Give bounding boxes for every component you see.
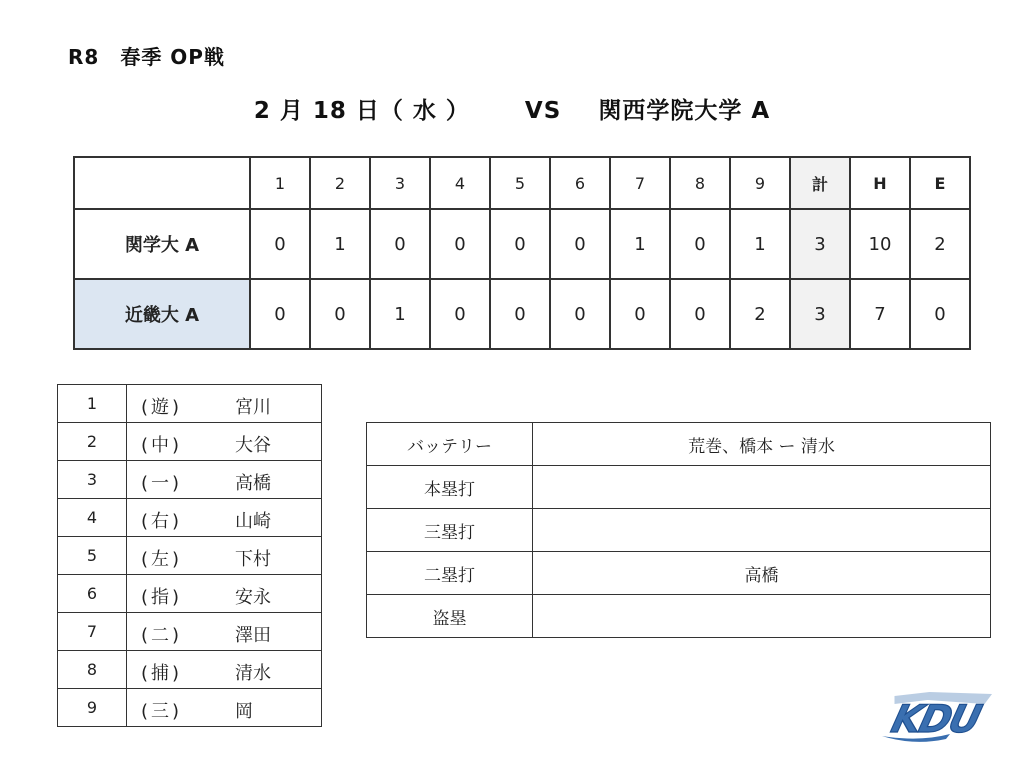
inning-score: 0: [370, 209, 430, 279]
team-row: [74, 209, 970, 279]
position: (遊): [141, 397, 183, 418]
scoreboard-corner: [74, 157, 250, 209]
player-cell: [127, 385, 322, 423]
inning-score: 0: [490, 279, 550, 349]
position: (指): [141, 587, 183, 608]
inning-header: 1: [250, 157, 310, 209]
player-cell: [127, 575, 322, 613]
stats-value: [533, 509, 991, 552]
batting-order: 9: [58, 689, 127, 727]
stats-value: [533, 595, 991, 638]
stats-label: 三塁打: [367, 509, 533, 552]
player-name: 山崎: [235, 511, 271, 532]
position: (一): [141, 473, 183, 494]
hits-count: 10: [850, 209, 910, 279]
stats-label: バッテリー: [367, 423, 533, 466]
page-title: R8 春季 OP戦: [68, 45, 225, 69]
player-cell: [127, 499, 322, 537]
hits-header: H: [850, 157, 910, 209]
lineup-row: [58, 613, 322, 651]
inning-score: 1: [610, 209, 670, 279]
stats-value: 荒巻、橋本 ー 清水: [533, 423, 991, 466]
errors-header: E: [910, 157, 970, 209]
batting-order: 5: [58, 537, 127, 575]
batting-order: 2: [58, 423, 127, 461]
position: (中): [141, 435, 183, 456]
inning-score: 0: [310, 279, 370, 349]
vs-label: VS: [524, 98, 562, 124]
inning-score: 0: [250, 209, 310, 279]
inning-score: 1: [370, 279, 430, 349]
player-name: 宮川: [235, 397, 271, 418]
inning-header: 9: [730, 157, 790, 209]
inning-score: 0: [430, 209, 490, 279]
inning-score: 0: [550, 209, 610, 279]
scoreboard-header-row: [74, 157, 970, 209]
player-name: 岡: [235, 701, 253, 722]
inning-score: 0: [250, 279, 310, 349]
total-score: 3: [790, 279, 850, 349]
inning-score: 0: [430, 279, 490, 349]
scoreboard: [73, 156, 971, 350]
stats-label: 本塁打: [367, 466, 533, 509]
stats-row: [367, 466, 991, 509]
inning-header: 6: [550, 157, 610, 209]
player-cell: [127, 689, 322, 727]
player-name: 安永: [235, 587, 271, 608]
player-cell: [127, 423, 322, 461]
lineup-row: [58, 499, 322, 537]
lineup-row: [58, 385, 322, 423]
game-stats-table: [366, 422, 991, 638]
lineup-row: [58, 461, 322, 499]
player-cell: [127, 461, 322, 499]
inning-header: 3: [370, 157, 430, 209]
stats-value: 高橋: [533, 552, 991, 595]
kdu-logo: [880, 690, 1000, 742]
inning-score: 0: [670, 209, 730, 279]
batting-order: 3: [58, 461, 127, 499]
stats-row: [367, 423, 991, 466]
inning-header: 8: [670, 157, 730, 209]
inning-header: 2: [310, 157, 370, 209]
lineup-row: [58, 689, 322, 727]
inning-header: 5: [490, 157, 550, 209]
stats-row: [367, 595, 991, 638]
batting-order: 1: [58, 385, 127, 423]
player-name: 大谷: [235, 435, 271, 456]
inning-score: 1: [730, 209, 790, 279]
stats-row: [367, 509, 991, 552]
position: (三): [141, 701, 183, 722]
player-cell: [127, 537, 322, 575]
team-name: 関学大 A: [74, 209, 250, 279]
lineup-row: [58, 537, 322, 575]
player-name: 清水: [235, 663, 271, 684]
batting-order: 7: [58, 613, 127, 651]
team-row: [74, 279, 970, 349]
inning-header: 7: [610, 157, 670, 209]
player-name: 高橋: [235, 473, 271, 494]
batting-order: 8: [58, 651, 127, 689]
inning-score: 0: [670, 279, 730, 349]
batting-order: 6: [58, 575, 127, 613]
inning-score: 2: [730, 279, 790, 349]
inning-score: 1: [310, 209, 370, 279]
team-name: 近畿大 A: [74, 279, 250, 349]
player-name: 下村: [235, 549, 271, 570]
lineup-row: [58, 575, 322, 613]
inning-score: 0: [610, 279, 670, 349]
position: (二): [141, 625, 183, 646]
errors-count: 0: [910, 279, 970, 349]
batting-lineup: [57, 384, 322, 727]
lineup-row: [58, 423, 322, 461]
game-info: [0, 92, 1024, 125]
player-cell: [127, 651, 322, 689]
position: (右): [141, 511, 183, 532]
stats-value: [533, 466, 991, 509]
total-header: 計: [790, 157, 850, 209]
hits-count: 7: [850, 279, 910, 349]
stats-label: 盗塁: [367, 595, 533, 638]
inning-score: 0: [490, 209, 550, 279]
position: (左): [141, 549, 183, 570]
errors-count: 2: [910, 209, 970, 279]
stats-label: 二塁打: [367, 552, 533, 595]
position: (捕): [141, 663, 183, 684]
game-date: 2 月 18 日（ 水 ）: [253, 98, 470, 124]
player-cell: [127, 613, 322, 651]
inning-score: 0: [550, 279, 610, 349]
lineup-row: [58, 651, 322, 689]
batting-order: 4: [58, 499, 127, 537]
stats-row: [367, 552, 991, 595]
player-name: 澤田: [235, 625, 271, 646]
opponent-name: 関西学院大学 A: [598, 98, 771, 124]
logo-text: KDU: [887, 697, 984, 742]
total-score: 3: [790, 209, 850, 279]
inning-header: 4: [430, 157, 490, 209]
